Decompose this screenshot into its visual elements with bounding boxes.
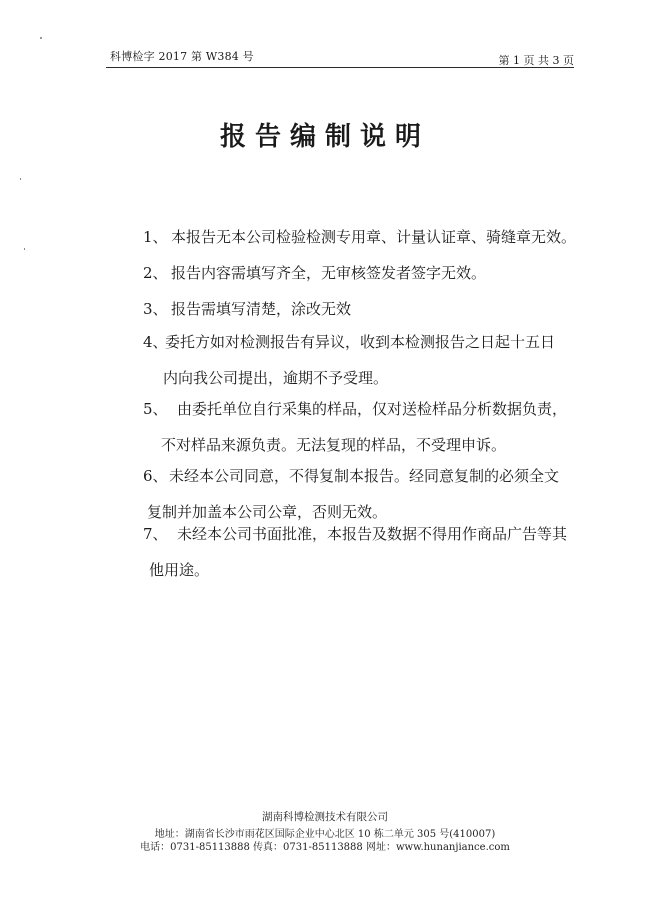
item-text: 由委托单位自行采集的样品，仅对送检样品分析数据负责， <box>177 400 568 418</box>
scan-speck <box>24 248 25 250</box>
list-item <box>143 255 583 291</box>
footer-company: 湖南科博检测技术有限公司 <box>262 811 388 823</box>
item-text: 未经本公司书面批准，本报告及数据不得用作商品广告等其 <box>177 525 568 543</box>
report-number: 科博检字 2017 第 W384 号 <box>110 50 254 63</box>
item-number: 5、 <box>143 400 168 418</box>
item-text: 本报告无本公司检验检测专用章、计量认证章、骑缝章无效。 <box>171 228 577 246</box>
list-item <box>143 391 583 463</box>
item-text: 报告需填写清楚，涂改无效 <box>171 300 352 318</box>
item-number: 6、 <box>143 467 168 485</box>
page-title: 报告编制说明 <box>219 122 430 152</box>
item-number: 4、 <box>143 333 168 351</box>
item-text: 委托方如对检测报告有异议，收到本检测报告之日起十五日 <box>165 333 556 351</box>
list-item <box>143 219 583 255</box>
scan-speck <box>20 178 21 180</box>
item-continuation: 他用途。 <box>149 561 210 579</box>
item-text: 未经本公司同意，不得复制本报告。经同意复制的必须全文 <box>169 467 560 485</box>
footer-address: 地址：湖南省长沙市雨花区国际企业中心北区 10 栋二单元 305 号(410007) <box>154 829 496 840</box>
footer-contact: 电话：0731-85113888 传真：0731-85113888 网址：www.hunanjiance.com <box>140 842 510 853</box>
item-continuation: 不对样品来源负责。无法复现的样品，不受理申诉。 <box>161 436 507 454</box>
list-item <box>143 516 583 588</box>
item-number: 1、 <box>143 228 168 246</box>
header-divider <box>106 67 574 68</box>
item-continuation: 内向我公司提出，逾期不予受理。 <box>163 369 389 387</box>
item-text: 报告内容需填写齐全，无审核签发者签字无效。 <box>171 264 487 282</box>
page-info: 第 1 页 共 3 页 <box>498 54 574 67</box>
scan-speck <box>40 37 42 39</box>
item-number: 2、 <box>143 264 168 282</box>
item-continuation: 复制并加盖本公司公章，否则无效。 <box>147 503 388 521</box>
item-number: 3、 <box>143 300 168 318</box>
item-number: 7、 <box>143 525 168 543</box>
list-item <box>143 324 583 396</box>
list-item <box>143 291 583 327</box>
